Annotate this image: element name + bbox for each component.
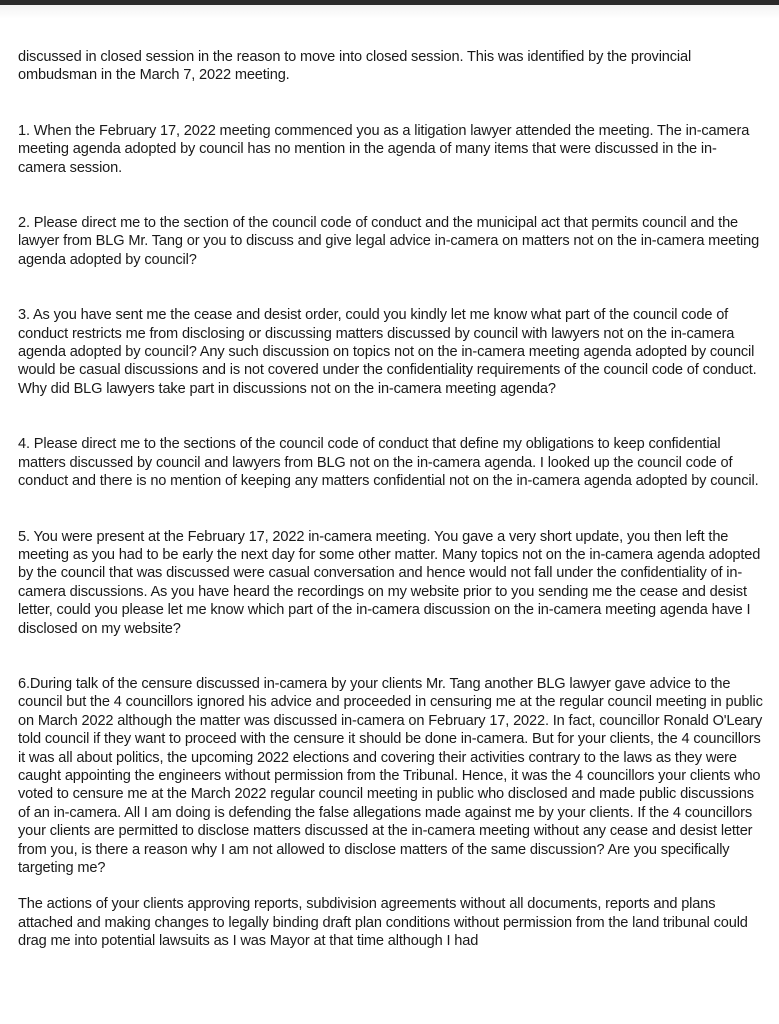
top-bar-shadow (0, 5, 779, 19)
paragraph-question-1: 1. When the February 17, 2022 meeting commenced you as a litigation lawyer attended the meeting. The in-camera meeting agenda adopted by council has no mention in the agenda of many items that were discussed in the in-camera session. (18, 122, 750, 176)
spacer (18, 877, 763, 895)
paragraph-question-6: 6.During talk of the censure discussed in-camera by your clients Mr. Tang another BLG lawyer gave advice to the council but the 4 councillors ignored his advice and proceeded in censuring me at the regular council meeting in public on March 2022 although the matter was discussed in-camera on February 17, 2022. In fact, councillor Ronald O'Leary told council if they want to proceed with the censure it should be done in-camera. But for your clients, the 4 councillors it was all about politics, the upcoming 2022 elections and covering their activities contrary to the laws as they were caught appointing the engineers without permission from the Tribunal. Hence, it was the 4 councillors your clients who voted to censure me at the March 2022 regular council meeting in public who disclosed and made public discussions of an in-camera. All I am doing is defending the false allegations made against me by your clients. If the 4 councillors your clients are permitted to disclose matters discussed at the in-camera meeting without any cease and desist letter from you, is there a reason why I am not allowed to disclose matters of the same discussion? Are you specifically targeting me? (18, 675, 763, 876)
document-body (18, 48, 763, 951)
paragraph-intro: discussed in closed session in the reason to move into closed session. This was identified by the provincial ombudsman in the March 7, 2022 meeting. (18, 49, 692, 84)
paragraph-closing: The actions of your clients approving reports, subdivision agreements without all documents, reports and plans attached and making changes to legally binding draft plan conditions without permission from the land tribunal could drag me into potential lawsuits as I was Mayor at that time although I had (18, 896, 748, 950)
paragraph-question-2: 2. Please direct me to the section of the council code of conduct and the municipal act that permits council and the lawyer from BLG Mr. Tang or you to discuss and give legal advice in-camera on matters not on the in-camera meeting agenda adopted by council? (18, 215, 760, 268)
paragraph-question-4: 4. Please direct me to the sections of the council code of conduct that define my obligations to keep confidential matters discussed by council and lawyers from BLG not on the in-camera agenda. I looked up the council code of conduct and there is no mention of keeping any matters confidential not on the in-camera agenda adopted by council. (18, 436, 759, 490)
spacer (18, 177, 763, 214)
spacer (18, 269, 763, 306)
paragraph-question-5: 5. You were present at the February 17, 2022 in-camera meeting. You gave a very short update, you then left the meeting as you had to be early the next day for some other matter. Many topics not on the in-camera agenda adopted by the council that was discussed were casual conversation and hence would not fall under the confidentiality of in-camera discussions. As you have heard the recordings on my website prior to you sending me the cease and desist letter, could you please let me know which part of the in-camera discussion on the in-camera meeting agenda have I disclosed on my website? (18, 528, 761, 637)
spacer (18, 638, 763, 675)
spacer (18, 398, 763, 435)
spacer (18, 491, 763, 528)
paragraph-question-3: 3. As you have sent me the cease and desist order, could you kindly let me know what part of the council code of conduct restricts me from disclosing or discussing matters discussed by council with lawyers not on the in-camera agenda adopted by council? Any such discussion on topics not on the in-camera meeting agenda adopted by council would be casual discussions and is not covered under the confidentiality requirements of the council code of conduct. Why did BLG lawyers take part in discussions not on the in-camera meeting agenda? (18, 307, 757, 397)
spacer (18, 85, 763, 122)
